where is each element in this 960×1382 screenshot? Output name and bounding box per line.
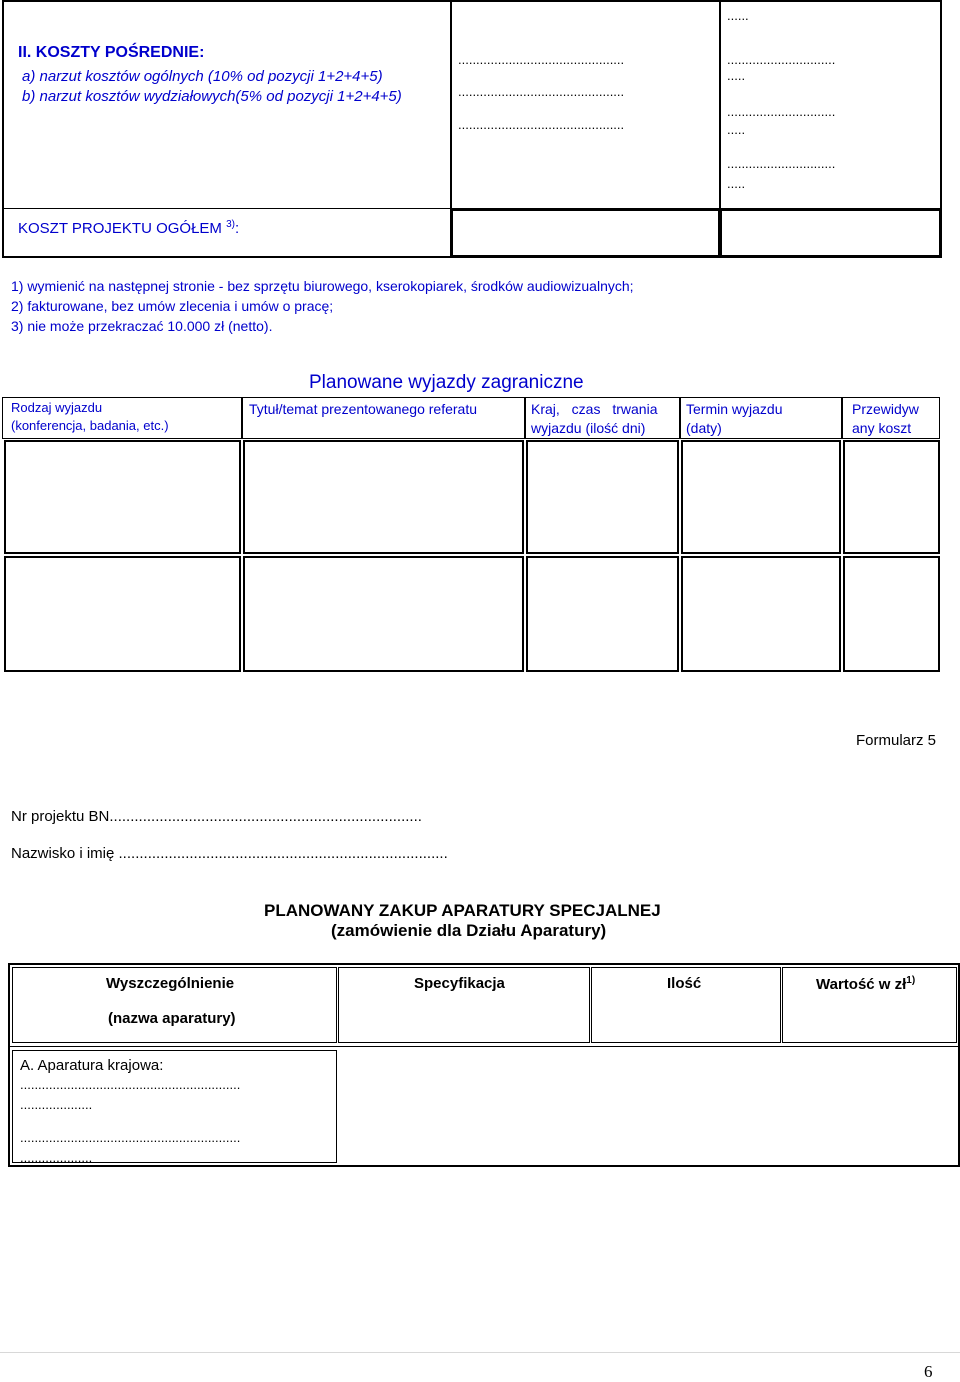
trip-row-2-type[interactable] — [4, 556, 241, 672]
equip-dots-3: ............................................................. — [20, 1130, 241, 1145]
footnote-3: 3) nie może przekraczać 10.000 zł (netto). — [11, 318, 273, 334]
trips-header-topic-text: Tytuł/temat prezentowanego referatu — [249, 401, 478, 417]
total-cell-a[interactable] — [450, 208, 721, 258]
project-number-field[interactable]: Nr projektu BN........................................................................... — [11, 808, 422, 825]
col3-dots-5: ..... — [727, 122, 746, 137]
col3-dots-1: ...... — [727, 8, 749, 23]
trip-row-2-topic[interactable] — [243, 556, 524, 672]
equip-col-spec-l2: (nazwa aparatury) — [108, 1010, 236, 1027]
col3-dots-7: ..... — [727, 176, 746, 191]
equip-col-specification: Specyfikacja — [414, 975, 505, 992]
trips-header-country-l1: Kraj, czas trwania — [531, 401, 658, 417]
col3-dots-3: ..... — [727, 68, 746, 83]
equip-dots-1: ............................................................. — [20, 1077, 241, 1092]
col3-dots-4: .............................. — [727, 104, 836, 119]
total-cell-b[interactable] — [719, 208, 942, 258]
footnote-1: 1) wymienić na następnej stronie - bez sprzętu biurowego, kserokopiarek, środków audiowizualnych; — [11, 278, 634, 294]
col2-dots-2: .............................................. — [458, 84, 625, 99]
footnote-2: 2) fakturowane, bez umów zlecenia i umów o pracę; — [11, 298, 334, 314]
trip-row-1-date[interactable] — [681, 440, 841, 554]
trip-row-2-country[interactable] — [526, 556, 679, 672]
col3-dots-2: .............................. — [727, 52, 836, 67]
equip-col-value: Wartość w $zł^{1)}$ — [816, 975, 916, 993]
trip-row-2-cost[interactable] — [843, 556, 940, 672]
trips-header-date-l1: Termin wyjazdu — [686, 401, 783, 417]
trips-header-type-l1: Rodzaj wyjazdu — [11, 400, 103, 415]
form-label: Formularz 5 — [856, 732, 937, 749]
equip-dots-2: .................... — [20, 1097, 93, 1112]
col3-dots-6: .............................. — [727, 156, 836, 171]
form5-title-line1: PLANOWANY ZAKUP APARATURY SPECJALNEJ — [264, 901, 661, 920]
trips-header-type-l2: (konferencja, badania, etc.) — [11, 418, 169, 433]
footer-rule — [0, 1352, 960, 1353]
overhead-department: b) narzut kosztów wydziałowych(5% od pozycji 1+2+4+5) — [22, 88, 402, 105]
trip-row-1-cost[interactable] — [843, 440, 940, 554]
trips-title: Planowane wyjazdy zagraniczne — [309, 372, 584, 393]
equip-col-qty: Ilość — [667, 975, 702, 992]
domestic-equipment-label: A. Aparatura krajowa: — [20, 1057, 164, 1074]
page-number: 6 — [924, 1362, 933, 1381]
name-field[interactable]: Nazwisko i imię ............................................................................... — [11, 845, 448, 862]
trips-header-country-l2: wyjazdu (ilość dni) — [531, 420, 646, 436]
trips-header-cost-l1: Przewidyw — [852, 401, 919, 417]
trips-header-date-l2: (daty) — [686, 420, 722, 436]
indirect-costs-title: II. KOSZTY POŚREDNIE: — [18, 44, 205, 61]
trip-row-1-country[interactable] — [526, 440, 679, 554]
form5-title-line2: (zamówienie dla Działu Aparatury) — [331, 921, 607, 940]
col2-dots-1: .............................................. — [458, 52, 625, 67]
equip-col-spec-l1: Wyszczególnienie — [106, 975, 235, 992]
total-label: KOSZT PROJEKTU OGÓŁEM $^{3)}$: — [18, 219, 240, 237]
equip-dots-4: .................... — [20, 1150, 93, 1165]
trip-row-1-topic[interactable] — [243, 440, 524, 554]
equip-header-divider — [8, 1046, 960, 1047]
overhead-general: a) narzut kosztów ogólnych (10% od pozycji 1+2+4+5) — [22, 68, 383, 85]
trip-row-2-date[interactable] — [681, 556, 841, 672]
col2-dots-3: .............................................. — [458, 117, 625, 132]
trip-row-1-type[interactable] — [4, 440, 241, 554]
trips-header-cost-l2: any koszt — [852, 420, 912, 436]
